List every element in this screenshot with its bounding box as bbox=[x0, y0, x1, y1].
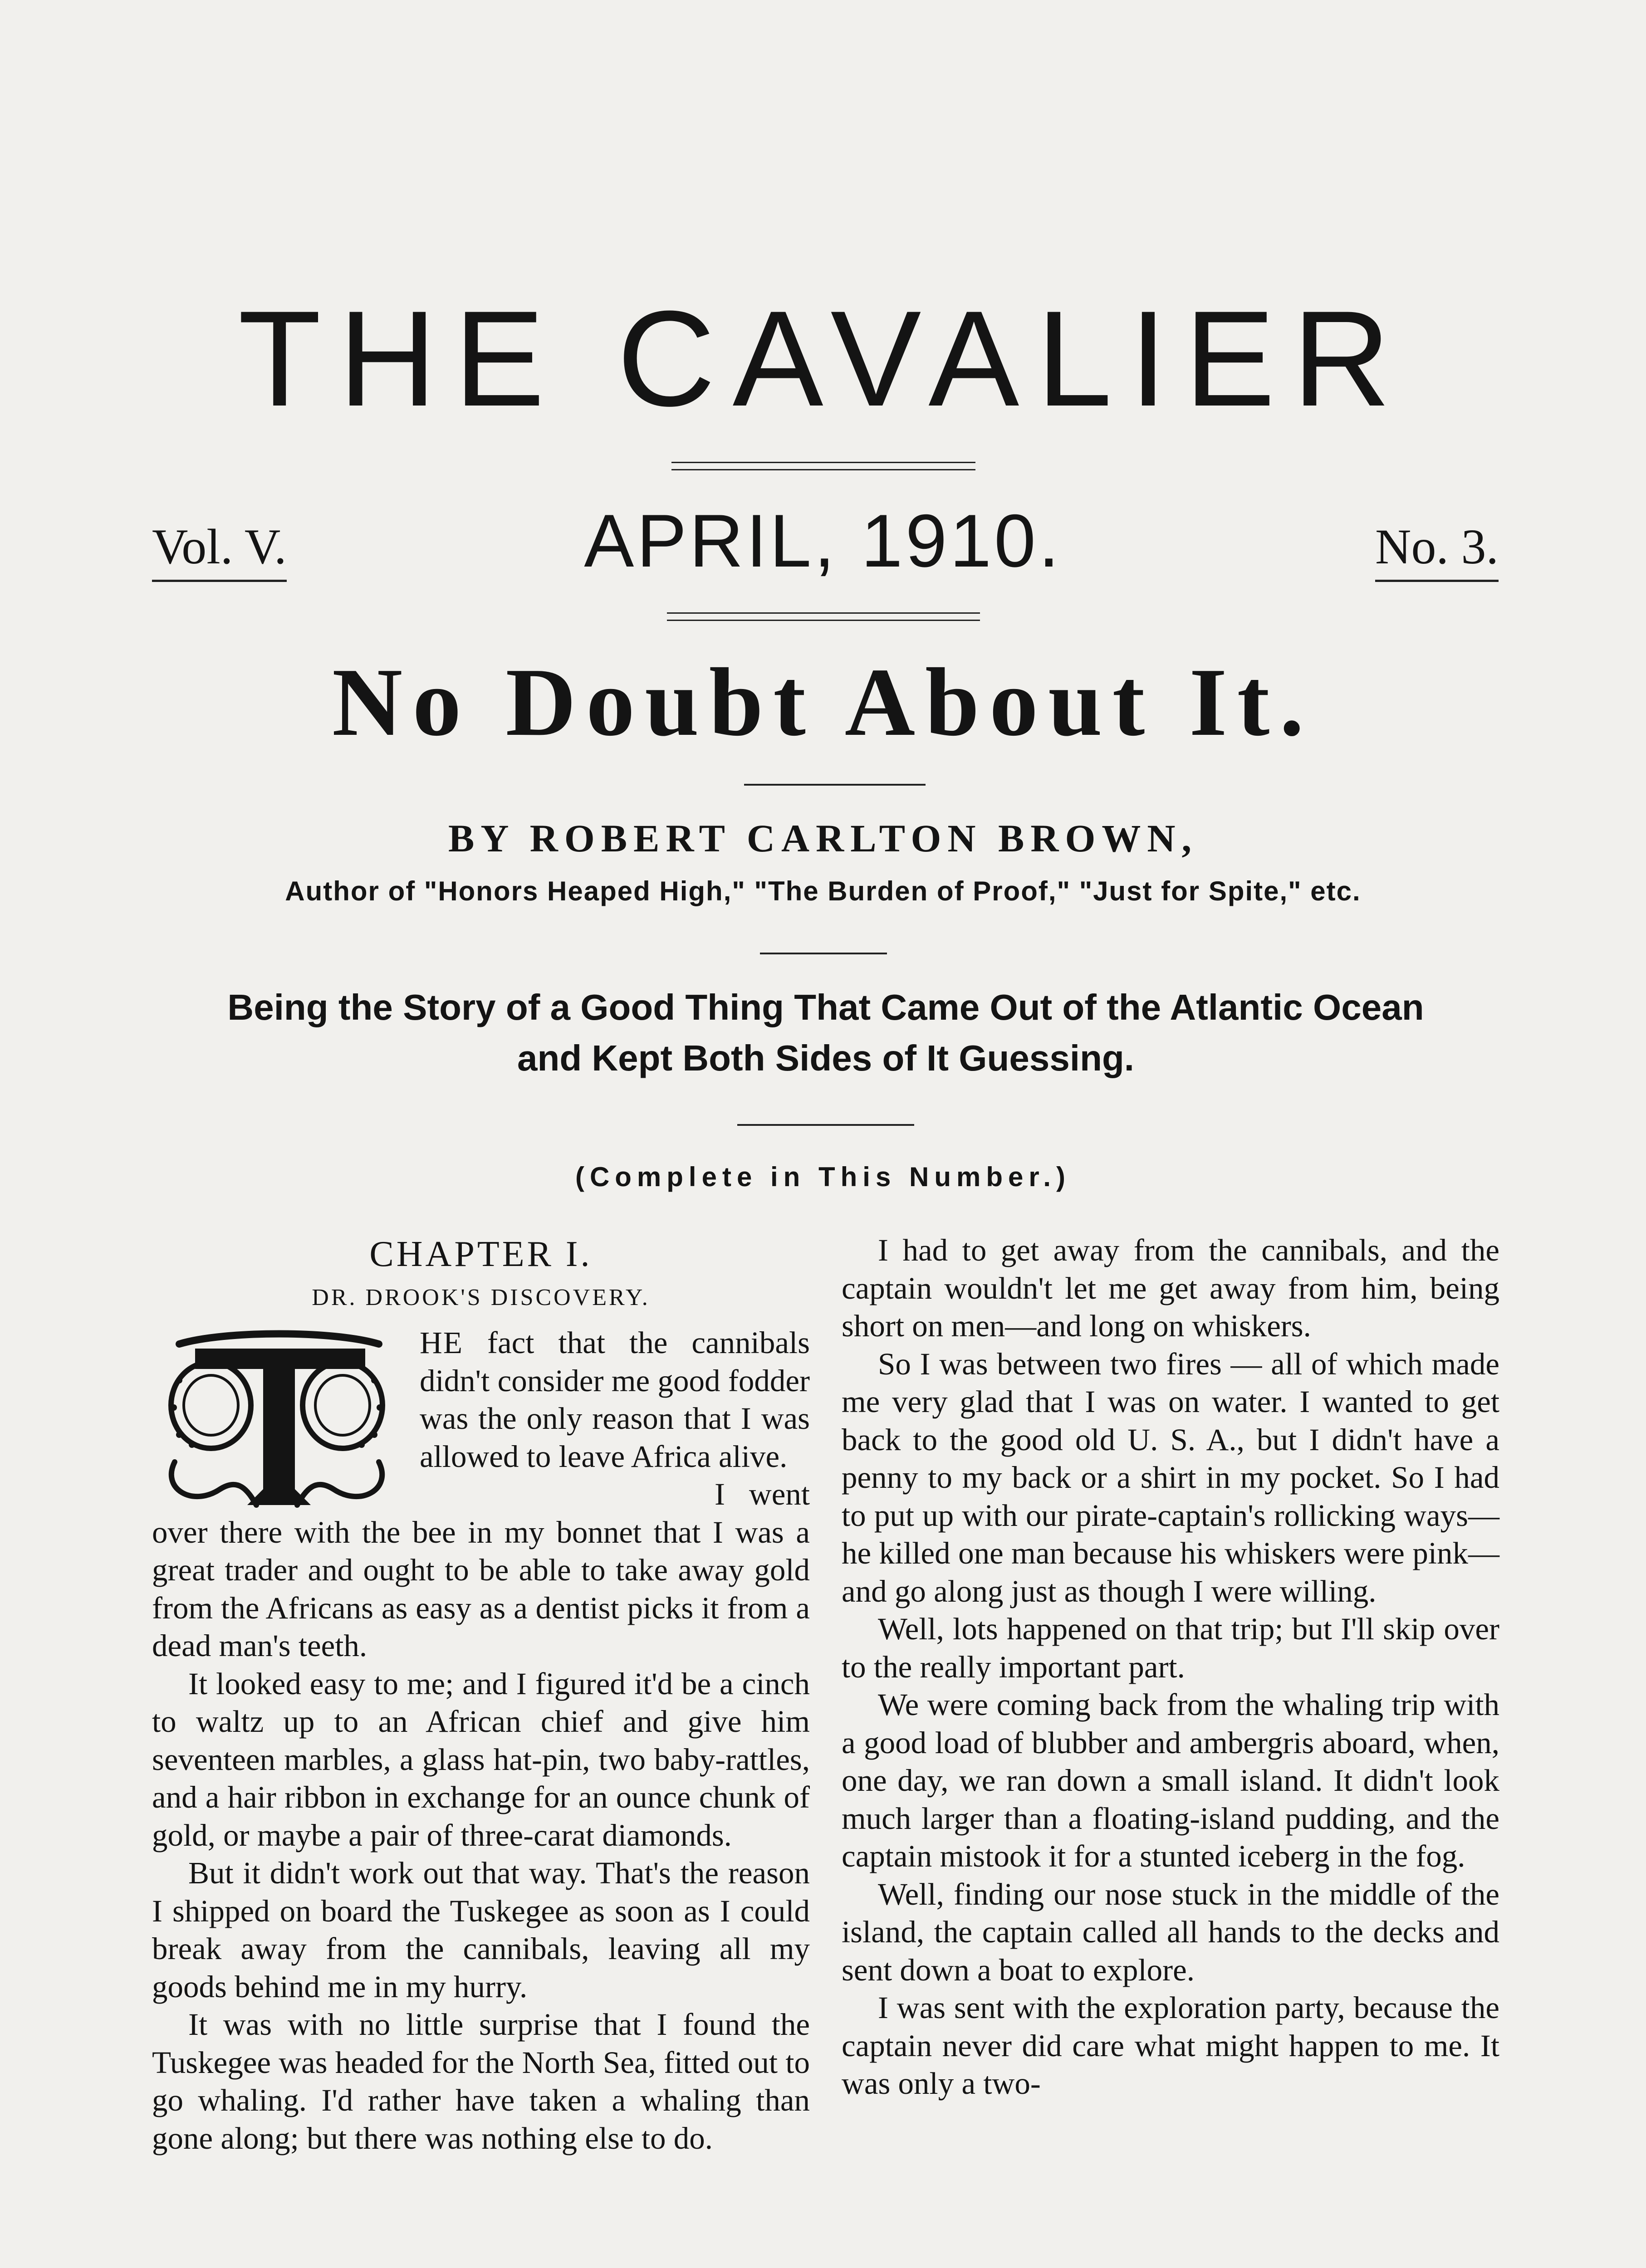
body-paragraph: We were coming back from the whaling trip with a good load of blubber and ambergris aboard, when, one day, we ran down a small island. It didn't look much larger than a floating-island pudding, and the captain mistook it for a stunted iceberg in the fog. bbox=[842, 1687, 1499, 1873]
text-column-right bbox=[842, 1232, 1499, 2103]
title-rule bbox=[744, 784, 926, 786]
volume-label: Vol. V. bbox=[152, 522, 287, 582]
date-rule-top bbox=[667, 612, 980, 614]
body-paragraph: Well, lots happened on that trip; but I'll skip over to the really important part. bbox=[842, 1612, 1499, 1684]
story-title: No Doubt About It. bbox=[332, 648, 1314, 756]
masthead-rule-top bbox=[671, 462, 975, 463]
byline-rule bbox=[760, 953, 887, 954]
issue-date: APRIL, 1910. bbox=[584, 499, 1062, 582]
dropcap-letter: T bbox=[277, 1476, 281, 1481]
subtitle-rule bbox=[737, 1124, 914, 1126]
body-paragraph: Well, finding our nose stuck in the middle of the island, the captain called all hands to the decks and sent down a boat to explore. bbox=[842, 1877, 1499, 1987]
subtitle-line-2: and Kept Both Sides of It Guessing. bbox=[517, 1038, 1135, 1078]
masthead-rule-bottom bbox=[671, 469, 975, 470]
dropcap-continuation: HE bbox=[420, 1325, 463, 1360]
body-paragraph: It was with no little surprise that I found the Tuskegee was headed for the North Sea, fitted out to go whaling. I'd rather have taken a whaling than gone along; but there was nothing else to do. bbox=[152, 2007, 810, 2156]
chapter-subheading: DR. DROOK'S DISCOVERY. bbox=[312, 1285, 650, 1310]
complete-note: (Complete in This Number.) bbox=[575, 1162, 1071, 1192]
body-paragraph: It looked easy to me; and I figured it'd be a cinch to waltz up to an African chief and give him seventeen marbles, a glass hat-pin, two baby-rattles, and a hair ribbon in exchange for an ounce chunk of gold, or maybe a pair of three-carat diamonds. bbox=[152, 1666, 810, 1853]
ornamental-dropcap bbox=[152, 1326, 406, 1512]
body-paragraph: So I was between two fires — all of which made me very glad that I was on water. I wanted to get back to the good old U. S. A., but I didn't have a penny to my back or a shirt in my pocket. So I had to put up with our pirate-captain's rollicking ways—he killed one man because his whiskers were pink—and go along just as though I were willing. bbox=[842, 1346, 1499, 1608]
magazine-title: THE CAVALIER bbox=[238, 282, 1408, 435]
issue-number: No. 3. bbox=[1375, 522, 1499, 582]
story-byline: BY ROBERT CARLTON BROWN, bbox=[448, 816, 1198, 860]
story-subtitle bbox=[150, 982, 1502, 1084]
paragraph-text: fact that the cannibals didn't consider me good fodder was the only reason that I was allowed to leave Africa alive. bbox=[420, 1325, 810, 1474]
chapter-heading: CHAPTER I. bbox=[369, 1234, 593, 1274]
body-paragraph: I went over there with the bee in my bonnet that I was a great trader and ought to be able to take away gold from the Africans as easy as a dentist picks it from a dead man's teeth. bbox=[152, 1477, 810, 1663]
date-rule-bottom bbox=[667, 620, 980, 621]
subtitle-line-1: Being the Story of a Good Thing That Came Out of the Atlantic Ocean bbox=[227, 987, 1424, 1027]
author-credits: Author of "Honors Heaped High," "The Burden of Proof," "Just for Spite," etc. bbox=[285, 876, 1361, 906]
body-paragraph: I had to get away from the cannibals, and the captain wouldn't let me get away from him, being short on men—and long on whiskers. bbox=[842, 1233, 1499, 1343]
text-column-left bbox=[152, 1232, 810, 2157]
body-paragraph: I was sent with the exploration party, because the captain never did care what might happen to me. It was only a two- bbox=[842, 1990, 1499, 2101]
serpent-ornament-icon bbox=[152, 1326, 406, 1512]
body-paragraph: But it didn't work out that way. That's the reason I shipped on board the Tuskegee as soon as I could break away from the cannibals, leaving all my goods behind me in my hurry. bbox=[152, 1856, 810, 2004]
